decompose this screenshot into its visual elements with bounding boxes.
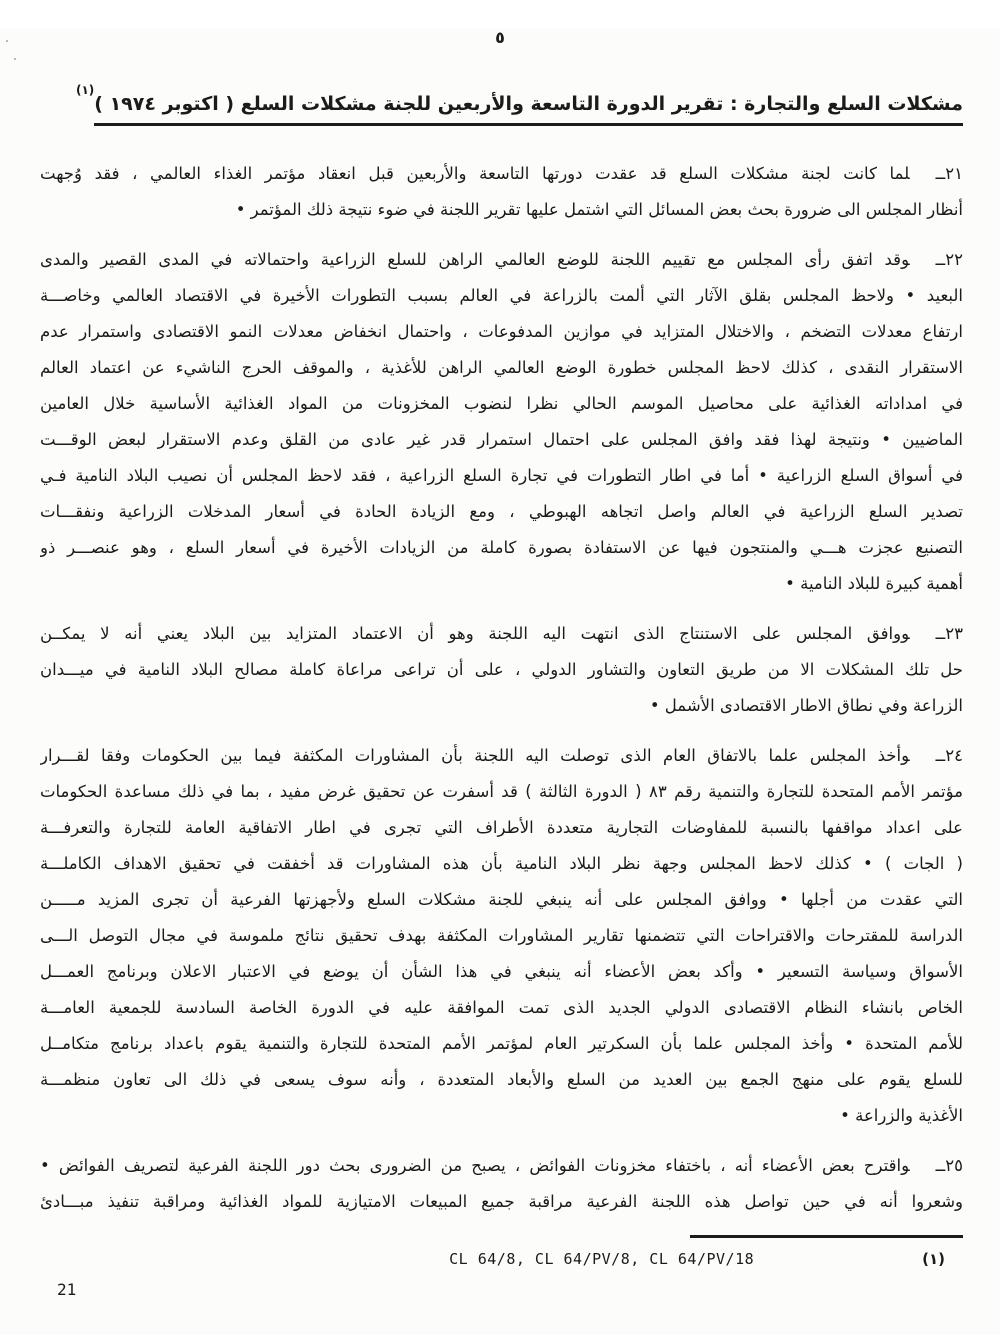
scan-speck [14, 58, 16, 60]
scan-speck [6, 40, 8, 42]
footnote-number: (١) [922, 1250, 945, 1268]
paragraph-line: الدراسة للمقترحات والاقتراحات التي تتضمنها تقارير المشاورات المكثفة بهدف تحقيق نتائج ملموسة في مجال التوصل الـــى [40, 925, 963, 945]
paragraph-25 [40, 1148, 963, 1220]
footnote-citation: CL 64/8, CL 64/PV/8, CL 64/PV/18 [449, 1250, 755, 1268]
scanned-document-page [0, 28, 1000, 1335]
heading-text: مشكلات السلع والتجارة : تقرير الدورة التاسعة والأربعين للجنة مشكلات السلع ( اكتوبر ١٩٧٤ ) [94, 93, 963, 126]
paragraph-line: في أسواق السلع الزراعية • أما في اطار التطورات في تجارة السلع الزراعية ، فقد لاحظ المجلس أن نصيب البلاد النامية فـي [40, 465, 963, 485]
paragraph-line [40, 616, 963, 652]
page-number-bottom: 21 [57, 1280, 77, 1299]
paragraph-line: مؤتمر الأمم المتحدة للتجارة والتنمية رقم ٨٣ ( الدورة الثالثة ) قد أسفرت عن تحقيق غرض مفيد ، بما في ذلك مساعدة الحكومات [40, 781, 963, 801]
paragraph-text: وأخذ المجلس علما بالاتفاق العام الذى توصلت اليه اللجنة بأن المشاورات المكثفة فيما بين الحكومات وفقا لقـــرار [40, 745, 910, 765]
paragraph-line: في امداداته الغذائية على محاصيل الموسم الحالي نظرا لنضوب المخزونات من المواد الغذائية الأساسية خلال العامين [40, 393, 963, 413]
paragraph-line: أهمية كبيرة للبلاد النامية • [785, 573, 963, 593]
paragraph-number: ٢٢ــ [935, 249, 963, 269]
paragraph-line: ارتفاع معدلات التضخم ، والاختلال المتزايد في موازين المدفوعات ، واحتمال انخفاض معدلات النمو الاقتصادى واستمرار عدم [40, 321, 963, 341]
paragraph-line: وشعروا أنه في حين تواصل هذه اللجنة الفرعية مراقبة جميع المبيعات الامتيازية للمواد الغذائية ومراقبة تنفيذ مبـــادئ [40, 1191, 963, 1211]
paragraph-line: الماضيين • ونتيجة لهذا فقد وافق المجلس على احتمال استمرار قدر غير عادى من القلق وعدم الاستقرار لبعض الوقـــت [40, 429, 963, 449]
paragraph-number: ٢٤ــ [935, 745, 963, 765]
document-heading [40, 83, 963, 118]
paragraph-line [40, 738, 963, 774]
paragraph-line: التي عقدت من أجلها • ووافق المجلس على أنه ينبغي للجنة مشكلات السلع ولأجهزتها الفرعية أن تجرى المزيد مـــــن [40, 889, 963, 909]
paragraph-line: ( الجات ) • كذلك لاحظ المجلس وجهة نظر البلاد النامية بأن هذه المشاورات قد أخفقت في تحقيق الاهداف الكاملـــة [40, 853, 963, 873]
paragraph-text: واقترح بعض الأعضاء أنه ، باختفاء مخزونات الفوائض ، يصبح من الضرورى بحث دور اللجنة الفرعية لتصريف الفوائض • [40, 1155, 910, 1175]
page-number-top: ٥ [495, 28, 505, 47]
paragraph-line: الزراعة وفي نطاق الاطار الاقتصادى الأشمل • [649, 695, 963, 715]
paragraph-line: أنظار المجلس الى ضرورة بحث بعض المسائل التي اشتمل عليها تقرير اللجنة في ضوء نتيجة ذلك المؤتمر • [235, 199, 963, 219]
paragraph-line [40, 1148, 963, 1184]
paragraph-text: ووافق المجلس على الاستنتاج الذى انتهت اليه اللجنة وهو أن الاعتماد المتزايد بين البلاد يعني أنه لا يمكــن [40, 623, 910, 643]
paragraph-number: ٢١ــ [935, 163, 963, 183]
paragraph-line [40, 156, 963, 192]
paragraph-line: على اعداد مواقفها بالنسبة للمفاوضات التجارية متعددة الأطراف التي تجرى في اطار الاتفاقية العامة للتجارة والتعرفـــة [40, 817, 963, 837]
paragraph-line: الأسواق وسياسة التسعير • وأكد بعض الأعضاء أنه ينبغي في هذا الشأن أن يوضع في الاعتبار الاعلان وبرنامج العمـــل [40, 961, 963, 981]
paragraph-number: ٢٥ــ [935, 1155, 963, 1175]
paragraph-line: التصنيع عجزت هـــي والمنتجون فيها عن الاستفادة بصورة كاملة من الزيادات الأخيرة في أسعار السلع ، وهو عنصـــر ذو [40, 537, 963, 557]
paragraph-line: للسلع يقوم على منهج الجمع بين العديد من السلع والأبعاد المتعددة ، وأنه سوف يسعى في ذلك الى تعاون منظمـــة [40, 1069, 963, 1089]
paragraph-23 [40, 616, 963, 724]
paragraph-text: وقد اتفق رأى المجلس مع تقييم اللجنة للوضع العالمي الراهن للسلع الزراعية واحتمالاته في المدى القصير والمدى [40, 249, 910, 269]
paragraph-21 [40, 156, 963, 228]
paragraph-line: تصدير السلع الزراعية في العالم واصل اتجاهه الهبوطي ، ومع الزيادة الحادة في أسعار المدخلات الزراعية ونفقـــات [40, 501, 963, 521]
paragraph-line: الخاص بانشاء النظام الاقتصادى الدولي الجديد الذى تمت الموافقة عليه في الدورة الخاصة السادسة للجمعية العامـــة [40, 997, 963, 1017]
paragraph-line: البعيد • ولاحظ المجلس بقلق الآثار التي ألمت بالزراعة في العالم بسبب التطورات الأخيرة في الاقتصاد العالمي وخاصـــة [40, 285, 963, 305]
footnote-separator-rule [690, 1235, 963, 1238]
paragraph-line: حل تلك المشكلات الا من طريق التعاون والتشاور الدولي ، على أن تراعى مراعاة كاملة مصالح البلاد النامية في ميـــدان [40, 659, 963, 679]
paragraph-line: للأمم المتحدة • وأخذ المجلس علما بأن السكرتير العام لمؤتمر الأمم المتحدة للتجارة والتنمية يقوم باعداد برنامج متكامــل [40, 1033, 963, 1053]
paragraph-24 [40, 738, 963, 1134]
document-body [40, 156, 963, 1220]
paragraph-text: لما كانت لجنة مشكلات السلع قد عقدت دورتها التاسعة والأربعين قبل انعقاد مؤتمر الغذاء العالمي ، فقد وُجهت [40, 163, 910, 183]
heading-footnote-ref: (١) [75, 83, 95, 97]
paragraph-line: الاستقرار النقدى ، كذلك لاحظ المجلس خطورة الوضع العالمي الراهن للأغذية ، والموقف الحرج الناشيء عن اعتماد العالم [40, 357, 963, 377]
footnote [449, 1250, 945, 1268]
paragraph-line: الأغذية والزراعة • [840, 1105, 963, 1125]
paragraph-line [40, 242, 963, 278]
paragraph-number: ٢٣ــ [935, 623, 963, 643]
paragraph-22 [40, 242, 963, 602]
